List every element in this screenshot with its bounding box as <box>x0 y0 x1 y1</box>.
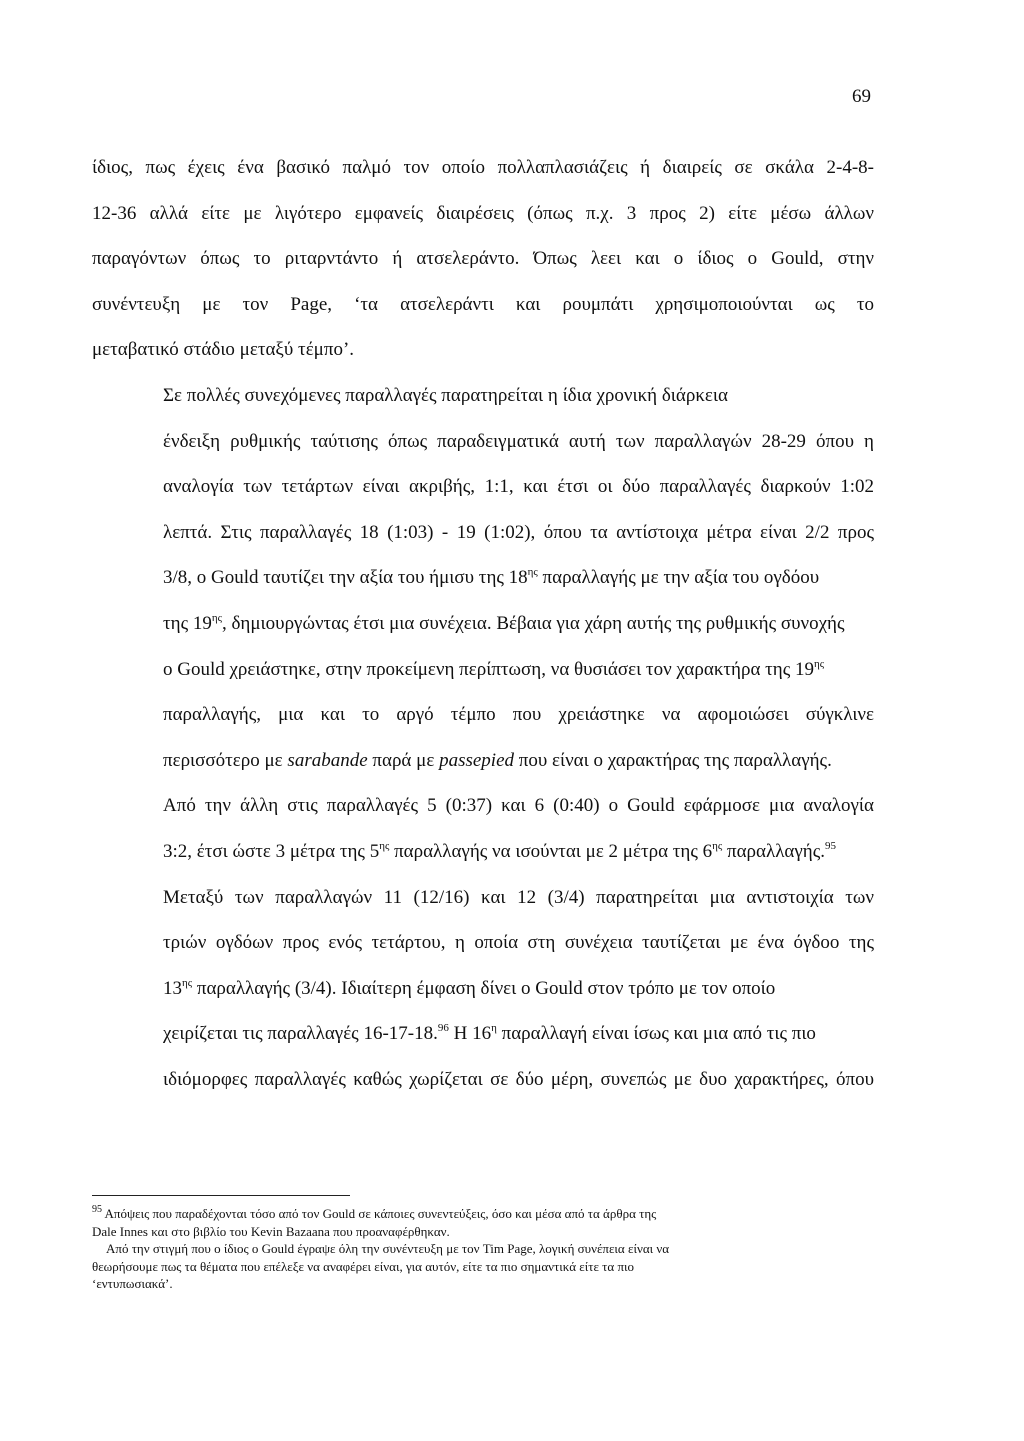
body-text <box>92 145 874 1102</box>
footnote-reference[interactable]: 96 <box>437 1022 449 1035</box>
ordinal-superscript: ης <box>182 976 193 989</box>
text-line: 12-36 αλλά είτε με λιγότερο εμφανείς διαιρέσεις (όπως π.χ. 3 προς 2) είτε μέσω άλλων <box>92 202 874 224</box>
text-line <box>92 738 874 784</box>
text-span: παρά με <box>367 749 440 771</box>
text-span: ο Gould χρειάστηκε, στην προκείμενη περίπτωση, να θυσιάσει τον χαρακτήρα της 19 <box>163 658 814 680</box>
footnote-text: Απόψεις που παραδέχονται τόσο από τον Gould σε κάποιες συνεντεύξεις, όσο και μέσα από τα άρθρα της <box>102 1206 657 1221</box>
text-line <box>92 966 874 1012</box>
footnote-96-cont: θεωρήσουμε πως τα θέματα που επέλεξε να αναφέρει είναι, για αυτόν, είτε τα πιο σημαντικά είτε τα πιο <box>92 1258 635 1274</box>
text-line: τριών ογδόων προς ενός τετάρτου, η οποία στη συνέχεια ταυτίζεται με ένα όγδοο της <box>163 932 874 954</box>
text-span: Η 16 <box>448 1023 492 1045</box>
italic-term: passepied <box>439 749 514 771</box>
ordinal-superscript: ης <box>527 566 538 579</box>
text-line <box>92 829 874 875</box>
footnote-95-cont: Dale Innes και στο βιβλίο του Kevin Bazaana που προαναφέρθηκαν. <box>92 1223 450 1239</box>
text-line: ίδιος, πως έχεις ένα βασικό παλμό τον οποίο πολλαπλασιάζεις ή διαιρείς σε σκάλα 2-4-8- <box>92 157 874 178</box>
text-line: λεπτά. Στις παραλλαγές 18 (1:03) - 19 (1:02), όπου τα αντίστοιχα μέτρα είναι 2/2 προς <box>163 521 874 543</box>
text-line: Μεταξύ των παραλλαγών 11 (12/16) και 12 (3/4) παρατηρείται μια αντιστοιχία των <box>163 886 874 908</box>
text-span: παραλλαγή είναι ίσως και μια από τις πιο <box>496 1023 816 1045</box>
text-line: μεταβατικό στάδιο μεταξύ τέμπο’. <box>92 339 355 361</box>
text-span: , δημιουργώντας έτσι μια συνέχεια. Βέβαια για χάρη αυτής της ρυθμικής συνοχής <box>221 612 845 634</box>
text-span: 13 <box>163 977 182 999</box>
text-line <box>92 647 874 693</box>
ordinal-superscript: ης <box>814 657 825 670</box>
text-line: ένδειξη ρυθμικής ταύτισης όπως παραδειγματικά αυτή των παραλλαγών 28-29 όπου η <box>163 430 874 452</box>
ordinal-superscript: η <box>491 1022 497 1035</box>
text-span: παραλλαγής να ισούνται με 2 μέτρα της 6 <box>389 840 713 862</box>
text-span: περισσότερο με <box>163 749 288 771</box>
footnote-divider <box>92 1195 350 1196</box>
text-span: 3:2, έτσι ώστε 3 μέτρα της 5 <box>163 840 380 862</box>
text-span: παραλλαγής με την αξία του ογδόου <box>537 567 820 589</box>
ordinal-superscript: ης <box>712 839 723 852</box>
text-line: παραλλαγής, μια και το αργό τέμπο που χρειάστηκε να αφομοιώσει σύγκλινε <box>163 704 874 726</box>
text-span: της 19 <box>163 612 212 634</box>
text-span: που είναι ο χαρακτήρας της παραλλαγής. <box>514 749 832 771</box>
footnote-reference[interactable]: 95 <box>824 839 836 852</box>
footnotes <box>92 1205 874 1293</box>
page-number: 69 <box>852 86 871 107</box>
text-line: αναλογία των τετάρτων είναι ακριβής, 1:1, και έτσι οι δύο παραλλαγές διαρκούν 1:02 <box>163 476 874 498</box>
text-line: Σε πολλές συνεχόμενες παραλλαγές παρατηρείται η ίδια χρονική διάρκεια <box>163 384 728 406</box>
text-line <box>92 555 874 601</box>
paragraph-2 <box>92 373 874 1103</box>
text-line <box>92 1011 874 1057</box>
italic-term: sarabande <box>287 749 368 771</box>
footnote-96-cont: ‘εντυπωσιακά’. <box>92 1276 173 1291</box>
text-span: 3/8, ο Gould ταυτίζει την αξία του ήμισυ της 18 <box>163 567 528 589</box>
text-line: παραγόντων όπως το ριταρντάντο ή ατσελεράντο. Όπως λεει και ο ίδιος ο Gould, στην <box>92 248 874 270</box>
text-span: παραλλαγής (3/4). Ιδιαίτερη έμφαση δίνει ο Gould στον τρόπο με τον οποίο <box>192 977 776 999</box>
footnote-95 <box>92 1205 874 1223</box>
text-line: ιδιόμορφες παραλλαγές καθώς χωρίζεται σε δύο μέρη, συνεπώς με δυο χαρακτήρες, όπου <box>163 1068 874 1090</box>
footnote-96: Από την στιγμή που ο ίδιος ο Gould έγραψε όλη την συνέντευξη με τον Tim Page, λογική συνέπεια είναι να <box>106 1241 670 1256</box>
footnote-number: 95 <box>92 1204 102 1215</box>
paragraph-1 <box>92 145 874 373</box>
text-line: συνέντευξη με τον Page, ‘τα ατσελεράντι και ρουμπάτι χρησιμοποιούνται ως το <box>92 293 874 315</box>
text-line <box>92 601 874 647</box>
text-span: χειρίζεται τις παραλλαγές 16-17-18. <box>163 1023 438 1045</box>
ordinal-superscript: ης <box>211 611 222 624</box>
text-span: παραλλαγής. <box>722 840 825 862</box>
ordinal-superscript: ης <box>379 839 390 852</box>
text-line: Από την άλλη στις παραλλαγές 5 (0:37) και 6 (0:40) ο Gould εφάρμοσε μια αναλογία <box>163 795 874 817</box>
